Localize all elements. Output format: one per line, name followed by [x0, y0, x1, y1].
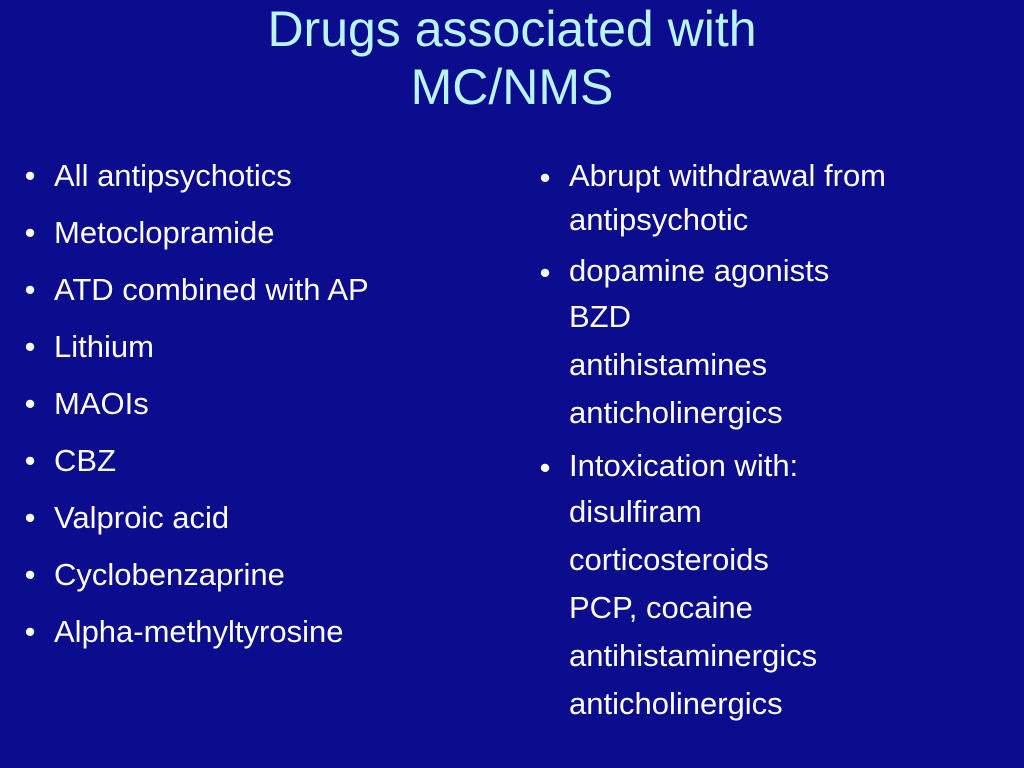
list-item-text: anticholinergics — [569, 686, 783, 721]
title-line-1: Drugs associated with — [267, 1, 757, 57]
list-item — [535, 154, 1015, 242]
bullet-icon: • — [539, 160, 551, 195]
list-item-text: antipsychotic — [569, 202, 749, 237]
title-line-2: MC/NMS — [410, 59, 614, 115]
list-item — [20, 211, 500, 255]
list-item-text: corticosteroids — [569, 542, 769, 577]
list-item — [20, 610, 500, 654]
bullet-icon: • — [24, 329, 36, 364]
bullet-icon: • — [24, 215, 36, 250]
list-item — [20, 553, 500, 597]
list-item-text: Lithium — [54, 329, 154, 364]
list-item-text: ATD combined with AP — [54, 272, 369, 307]
list-item — [20, 325, 500, 369]
list-item-text: Cyclobenzaprine — [54, 557, 285, 592]
right-bullet-list — [535, 154, 1015, 735]
list-item-text: MAOIs — [54, 386, 149, 421]
list-item-text: Intoxication with: — [569, 448, 799, 483]
list-item-text: Valproic acid — [54, 500, 230, 535]
list-item-text: disulfiram — [569, 494, 702, 529]
slide-title — [0, 0, 1024, 116]
list-item-text: Metoclopramide — [54, 215, 275, 250]
bullet-icon: • — [24, 614, 36, 649]
list-item — [20, 439, 500, 483]
list-item-text: PCP, cocaine — [569, 590, 753, 625]
list-item — [20, 496, 500, 540]
list-item — [20, 382, 500, 426]
list-item-text: BZD — [569, 299, 631, 334]
bullet-icon: • — [24, 500, 36, 535]
list-item — [20, 268, 500, 312]
bullet-icon: • — [24, 443, 36, 478]
list-item-text: Alpha-methyltyrosine — [54, 614, 344, 649]
list-item-text: CBZ — [54, 443, 116, 478]
list-item-text: Abrupt withdrawal from — [569, 158, 887, 193]
bullet-icon: • — [539, 255, 551, 290]
list-item — [535, 444, 1015, 728]
list-item — [20, 154, 500, 198]
list-item-text: dopamine agonists — [569, 253, 830, 288]
list-item-text: anticholinergics — [569, 395, 783, 430]
list-item-text: antihistamines — [569, 347, 768, 382]
left-bullet-list — [20, 154, 500, 667]
list-item-text: antihistaminergics — [569, 638, 818, 673]
list-item — [535, 249, 1015, 437]
bullet-icon: • — [539, 450, 551, 485]
bullet-icon: • — [24, 272, 36, 307]
bullet-icon: • — [24, 557, 36, 592]
bullet-icon: • — [24, 386, 36, 421]
bullet-icon: • — [24, 158, 36, 193]
list-item-text: All antipsychotics — [54, 158, 292, 193]
